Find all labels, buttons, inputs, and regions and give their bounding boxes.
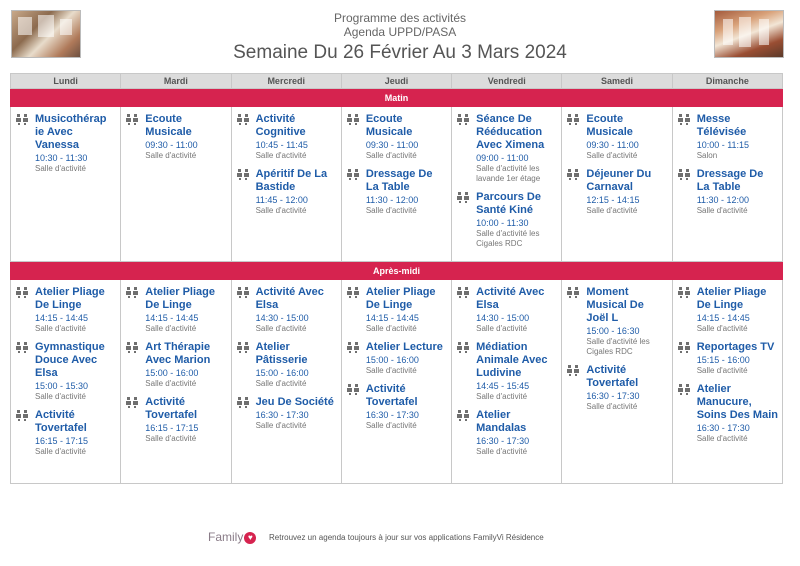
activity-title: Atelier Manucure, Soins Des Main: [696, 383, 778, 421]
people-activity-icon: [237, 114, 250, 125]
activity-place: Salle d'activité: [145, 151, 197, 160]
people-activity-icon: [237, 169, 250, 180]
page-header: [0, 11, 800, 65]
activity-title: Apéritif De La Bastide: [255, 168, 328, 193]
heart-icon: ♥: [244, 532, 256, 544]
activity-place: Salle d'activité: [145, 379, 197, 388]
people-activity-icon: [126, 342, 139, 353]
people-activity-icon: [678, 342, 691, 353]
morning-row: [11, 107, 783, 262]
day-cell: [562, 107, 672, 262]
day-cell: [452, 107, 562, 262]
activity-entry[interactable]: [457, 341, 557, 402]
day-cell: [672, 107, 782, 262]
day-header: Dimanche: [672, 74, 782, 89]
activity-entry[interactable]: [567, 364, 667, 412]
people-activity-icon: [457, 287, 470, 298]
activity-time: 16:30 - 17:30: [365, 410, 419, 420]
people-activity-icon: [457, 410, 470, 421]
activity-title: Atelier Pliage De Linge: [35, 286, 105, 311]
afternoon-band: [11, 262, 783, 280]
activity-entry[interactable]: [347, 383, 447, 431]
footer-text: Retrouvez un agenda toujours à jour sur vos applications FamilyVi Résidence: [269, 533, 544, 542]
people-activity-icon: [567, 365, 580, 376]
activity-title: Déjeuner Du Carnaval: [586, 168, 652, 193]
activity-entry[interactable]: [457, 191, 557, 249]
activity-place: Salle d'activité: [145, 324, 197, 333]
activity-entry[interactable]: [678, 168, 778, 216]
day-cell: [11, 280, 121, 484]
day-header: Mercredi: [231, 74, 341, 89]
activity-title: Activité Tovertafel: [35, 409, 87, 434]
morning-band: [11, 89, 783, 107]
activity-time: 15:15 - 16:00: [696, 355, 750, 365]
activity-place: Salle d'activité les lavande 1er étage: [476, 164, 541, 183]
activity-place: Salle d'activité: [696, 366, 748, 375]
activity-title: Médiation Animale Avec Ludivine: [476, 341, 548, 379]
people-activity-icon: [457, 114, 470, 125]
activity-entry[interactable]: [126, 286, 226, 334]
activity-title: Dressage De La Table: [696, 168, 764, 193]
people-activity-icon: [567, 114, 580, 125]
activity-title: Moment Musical De Joël L: [586, 286, 644, 324]
activity-time: 10:30 - 11:30: [35, 153, 88, 163]
people-activity-icon: [567, 287, 580, 298]
morning-label: Matin: [11, 89, 783, 107]
people-activity-icon: [347, 169, 360, 180]
people-activity-icon: [347, 384, 360, 395]
activity-time: 16:15 - 17:15: [35, 436, 89, 446]
activity-place: Salle d'activité: [255, 421, 307, 430]
activity-place: Salle d'activité: [365, 324, 417, 333]
activity-time: 14:30 - 15:00: [476, 313, 530, 323]
activity-time: 14:15 - 14:45: [145, 313, 199, 323]
activity-place: Salle d'activité: [696, 206, 748, 215]
activity-time: 14:15 - 14:45: [365, 313, 419, 323]
day-cell: [341, 107, 451, 262]
day-header: Mardi: [121, 74, 231, 89]
activity-entry[interactable]: [16, 113, 116, 174]
day-cell: [11, 107, 121, 262]
activity-title: Gymnastique Douce Avec Elsa: [35, 341, 105, 379]
activity-entry[interactable]: [678, 383, 778, 444]
day-header: Samedi: [562, 74, 672, 89]
activity-entry[interactable]: [457, 409, 557, 457]
activity-entry[interactable]: [457, 286, 557, 334]
activity-place: Salle d'activité: [476, 392, 528, 401]
program-title: Programme des activités: [333, 11, 467, 25]
activity-time: 12:15 - 14:15: [586, 195, 640, 205]
agenda-name: Agenda UPPD/PASA: [343, 25, 457, 39]
activity-time: 15:00 - 16:30: [586, 326, 640, 336]
afternoon-row: [11, 280, 783, 484]
activity-title: Musicothérap ie Avec Vanessa: [35, 113, 107, 151]
activity-title: Ecoute Musicale: [586, 113, 633, 138]
activity-title: Activité Avec Elsa: [476, 286, 545, 311]
people-activity-icon: [126, 287, 139, 298]
activity-title: Activité Tovertafel: [586, 364, 639, 389]
people-activity-icon: [16, 410, 29, 421]
weekly-agenda-table: [10, 73, 783, 484]
people-activity-icon: [457, 342, 470, 353]
day-cell: [231, 107, 341, 262]
footer: [0, 528, 800, 548]
activity-title: Activité Tovertafel: [145, 396, 198, 421]
activity-entry[interactable]: [126, 396, 226, 444]
people-activity-icon: [347, 342, 360, 353]
activity-time: 09:30 - 11:00: [145, 140, 198, 150]
activity-title: Parcours De Santé Kiné: [476, 191, 541, 216]
activity-title: Activité Avec Elsa: [255, 286, 324, 311]
activity-time: 09:00 - 11:00: [476, 153, 529, 163]
people-activity-icon: [567, 169, 580, 180]
people-activity-icon: [678, 287, 691, 298]
day-cell: [672, 280, 782, 484]
activity-entry[interactable]: [16, 286, 116, 334]
activity-time: 16:30 - 17:30: [255, 410, 309, 420]
week-title: Semaine Du 26 Février Au 3 Mars 2024: [233, 42, 567, 63]
activity-time: 10:45 - 11:45: [255, 140, 308, 150]
people-activity-icon: [457, 192, 470, 203]
activity-entry[interactable]: [678, 341, 778, 376]
day-cell: [562, 280, 672, 484]
activity-entry[interactable]: [237, 168, 337, 216]
activity-place: Salle d'activité: [255, 324, 307, 333]
activity-time: 11:30 - 12:00: [365, 195, 419, 205]
activity-time: 15:00 - 15:30: [35, 381, 89, 391]
activity-entry[interactable]: [237, 341, 337, 389]
activity-place: Salle d'activité: [255, 206, 307, 215]
activity-entry[interactable]: [567, 286, 667, 357]
activity-place: Salle d'activité: [35, 164, 86, 173]
activity-place: Salle d'activité: [35, 447, 86, 456]
activity-time: 10:00 - 11:15: [696, 140, 750, 150]
activity-time: 15:00 - 16:00: [365, 355, 419, 365]
people-activity-icon: [237, 287, 250, 298]
activity-place: Salle d'activité: [365, 206, 417, 215]
activity-title: Atelier Mandalas: [476, 409, 527, 434]
activity-time: 14:30 - 15:00: [255, 313, 309, 323]
activity-entry[interactable]: [237, 286, 337, 334]
activity-entry[interactable]: [126, 113, 226, 161]
activity-entry[interactable]: [567, 113, 667, 161]
day-header: Lundi: [11, 74, 121, 89]
afternoon-label: Après-midi: [11, 262, 783, 280]
activity-place: Salle d'activité: [35, 392, 86, 401]
people-activity-icon: [16, 342, 29, 353]
activity-time: 14:15 - 14:45: [696, 313, 750, 323]
activity-time: 15:00 - 16:00: [145, 368, 199, 378]
activity-place: Salle d'activité: [35, 324, 86, 333]
activity-title: Ecoute Musicale: [145, 113, 192, 138]
activity-entry[interactable]: [567, 168, 667, 216]
activity-time: 16:30 - 17:30: [696, 423, 750, 433]
people-activity-icon: [347, 114, 360, 125]
activity-title: Reportages TV: [696, 341, 775, 353]
activity-place: Salle d'activité: [696, 324, 748, 333]
activity-place: Salle d'activité: [365, 151, 417, 160]
activity-title: Atelier Pliage De Linge: [145, 286, 215, 311]
people-activity-icon: [678, 169, 691, 180]
people-activity-icon: [347, 287, 360, 298]
activity-time: 11:45 - 12:00: [255, 195, 308, 205]
activity-title: Dressage De La Table: [365, 168, 433, 193]
activity-place: Salle d'activité les Cigales RDC: [586, 337, 650, 356]
activity-time: 14:15 - 14:45: [35, 313, 89, 323]
day-header: Vendredi: [452, 74, 562, 89]
activity-place: Salle d'activité: [696, 434, 748, 443]
activity-place: Salle d'activité: [586, 206, 638, 215]
activity-title: Art Thérapie Avec Marion: [145, 341, 211, 366]
activity-title: Ecoute Musicale: [365, 113, 413, 138]
activity-entry[interactable]: [237, 396, 337, 431]
activity-entry[interactable]: [347, 113, 447, 161]
activity-time: 15:00 - 16:00: [255, 368, 309, 378]
people-activity-icon: [16, 287, 29, 298]
activity-place: Salle d'activité: [255, 151, 307, 160]
activity-title: Atelier Lecture: [365, 341, 443, 353]
familyvi-logo: [208, 530, 256, 544]
activity-entry[interactable]: [678, 286, 778, 334]
people-activity-icon: [237, 342, 250, 353]
activity-time: 16:30 - 17:30: [586, 391, 640, 401]
activity-place: Salle d'activité: [586, 402, 638, 411]
activity-time: 14:45 - 15:45: [476, 381, 530, 391]
people-activity-icon: [126, 397, 139, 408]
people-activity-icon: [237, 397, 250, 408]
activity-title: Atelier Pliage De Linge: [365, 286, 436, 311]
activity-entry[interactable]: [16, 341, 116, 402]
activity-title: Messe Télévisée: [696, 113, 747, 138]
people-activity-icon: [16, 114, 29, 125]
activity-entry[interactable]: [457, 113, 557, 184]
activity-time: 10:00 - 11:30: [476, 218, 529, 228]
activity-title: Atelier Pâtisserie: [255, 341, 308, 366]
activity-title: Jeu De Société: [255, 396, 334, 408]
day-cell: [341, 280, 451, 484]
people-activity-icon: [126, 114, 139, 125]
logo-text: Family: [208, 530, 244, 544]
activity-time: 16:15 - 17:15: [145, 423, 199, 433]
activity-place: Salle d'activité: [365, 421, 417, 430]
activity-place: Salle d'activité: [255, 379, 307, 388]
activity-entry[interactable]: [237, 113, 337, 161]
activity-time: 09:30 - 11:00: [586, 140, 639, 150]
people-activity-icon: [678, 114, 691, 125]
activity-entry[interactable]: [126, 341, 226, 389]
day-cell: [121, 107, 231, 262]
activity-time: 16:30 - 17:30: [476, 436, 530, 446]
day-cell: [231, 280, 341, 484]
activity-place: Salle d'activité: [365, 366, 417, 375]
activity-entry[interactable]: [347, 286, 447, 334]
activity-place: Salle d'activité: [476, 447, 528, 456]
day-header: Jeudi: [341, 74, 451, 89]
day-cell: [452, 280, 562, 484]
people-activity-icon: [678, 384, 691, 395]
activity-entry[interactable]: [16, 409, 116, 457]
activity-place: Salle d'activité: [145, 434, 197, 443]
activity-title: Atelier Pliage De Linge: [696, 286, 767, 311]
activity-time: 09:30 - 11:00: [365, 140, 419, 150]
activity-time: 11:30 - 12:00: [696, 195, 750, 205]
activity-title: Séance De Rééducation Avec Ximena: [476, 113, 545, 151]
activity-title: Activité Tovertafel: [365, 383, 418, 408]
residence-photo-right: [714, 10, 784, 58]
activity-place: Salle d'activité: [586, 151, 638, 160]
activity-entry[interactable]: [347, 168, 447, 216]
activity-entry[interactable]: [678, 113, 778, 161]
activity-place: Salon: [696, 151, 718, 160]
activity-place: Salle d'activité les Cigales RDC: [476, 229, 540, 248]
activity-entry[interactable]: [347, 341, 447, 376]
day-header-row: [11, 74, 783, 89]
activity-place: Salle d'activité: [476, 324, 528, 333]
activity-title: Activité Cognitive: [255, 113, 306, 138]
day-cell: [121, 280, 231, 484]
